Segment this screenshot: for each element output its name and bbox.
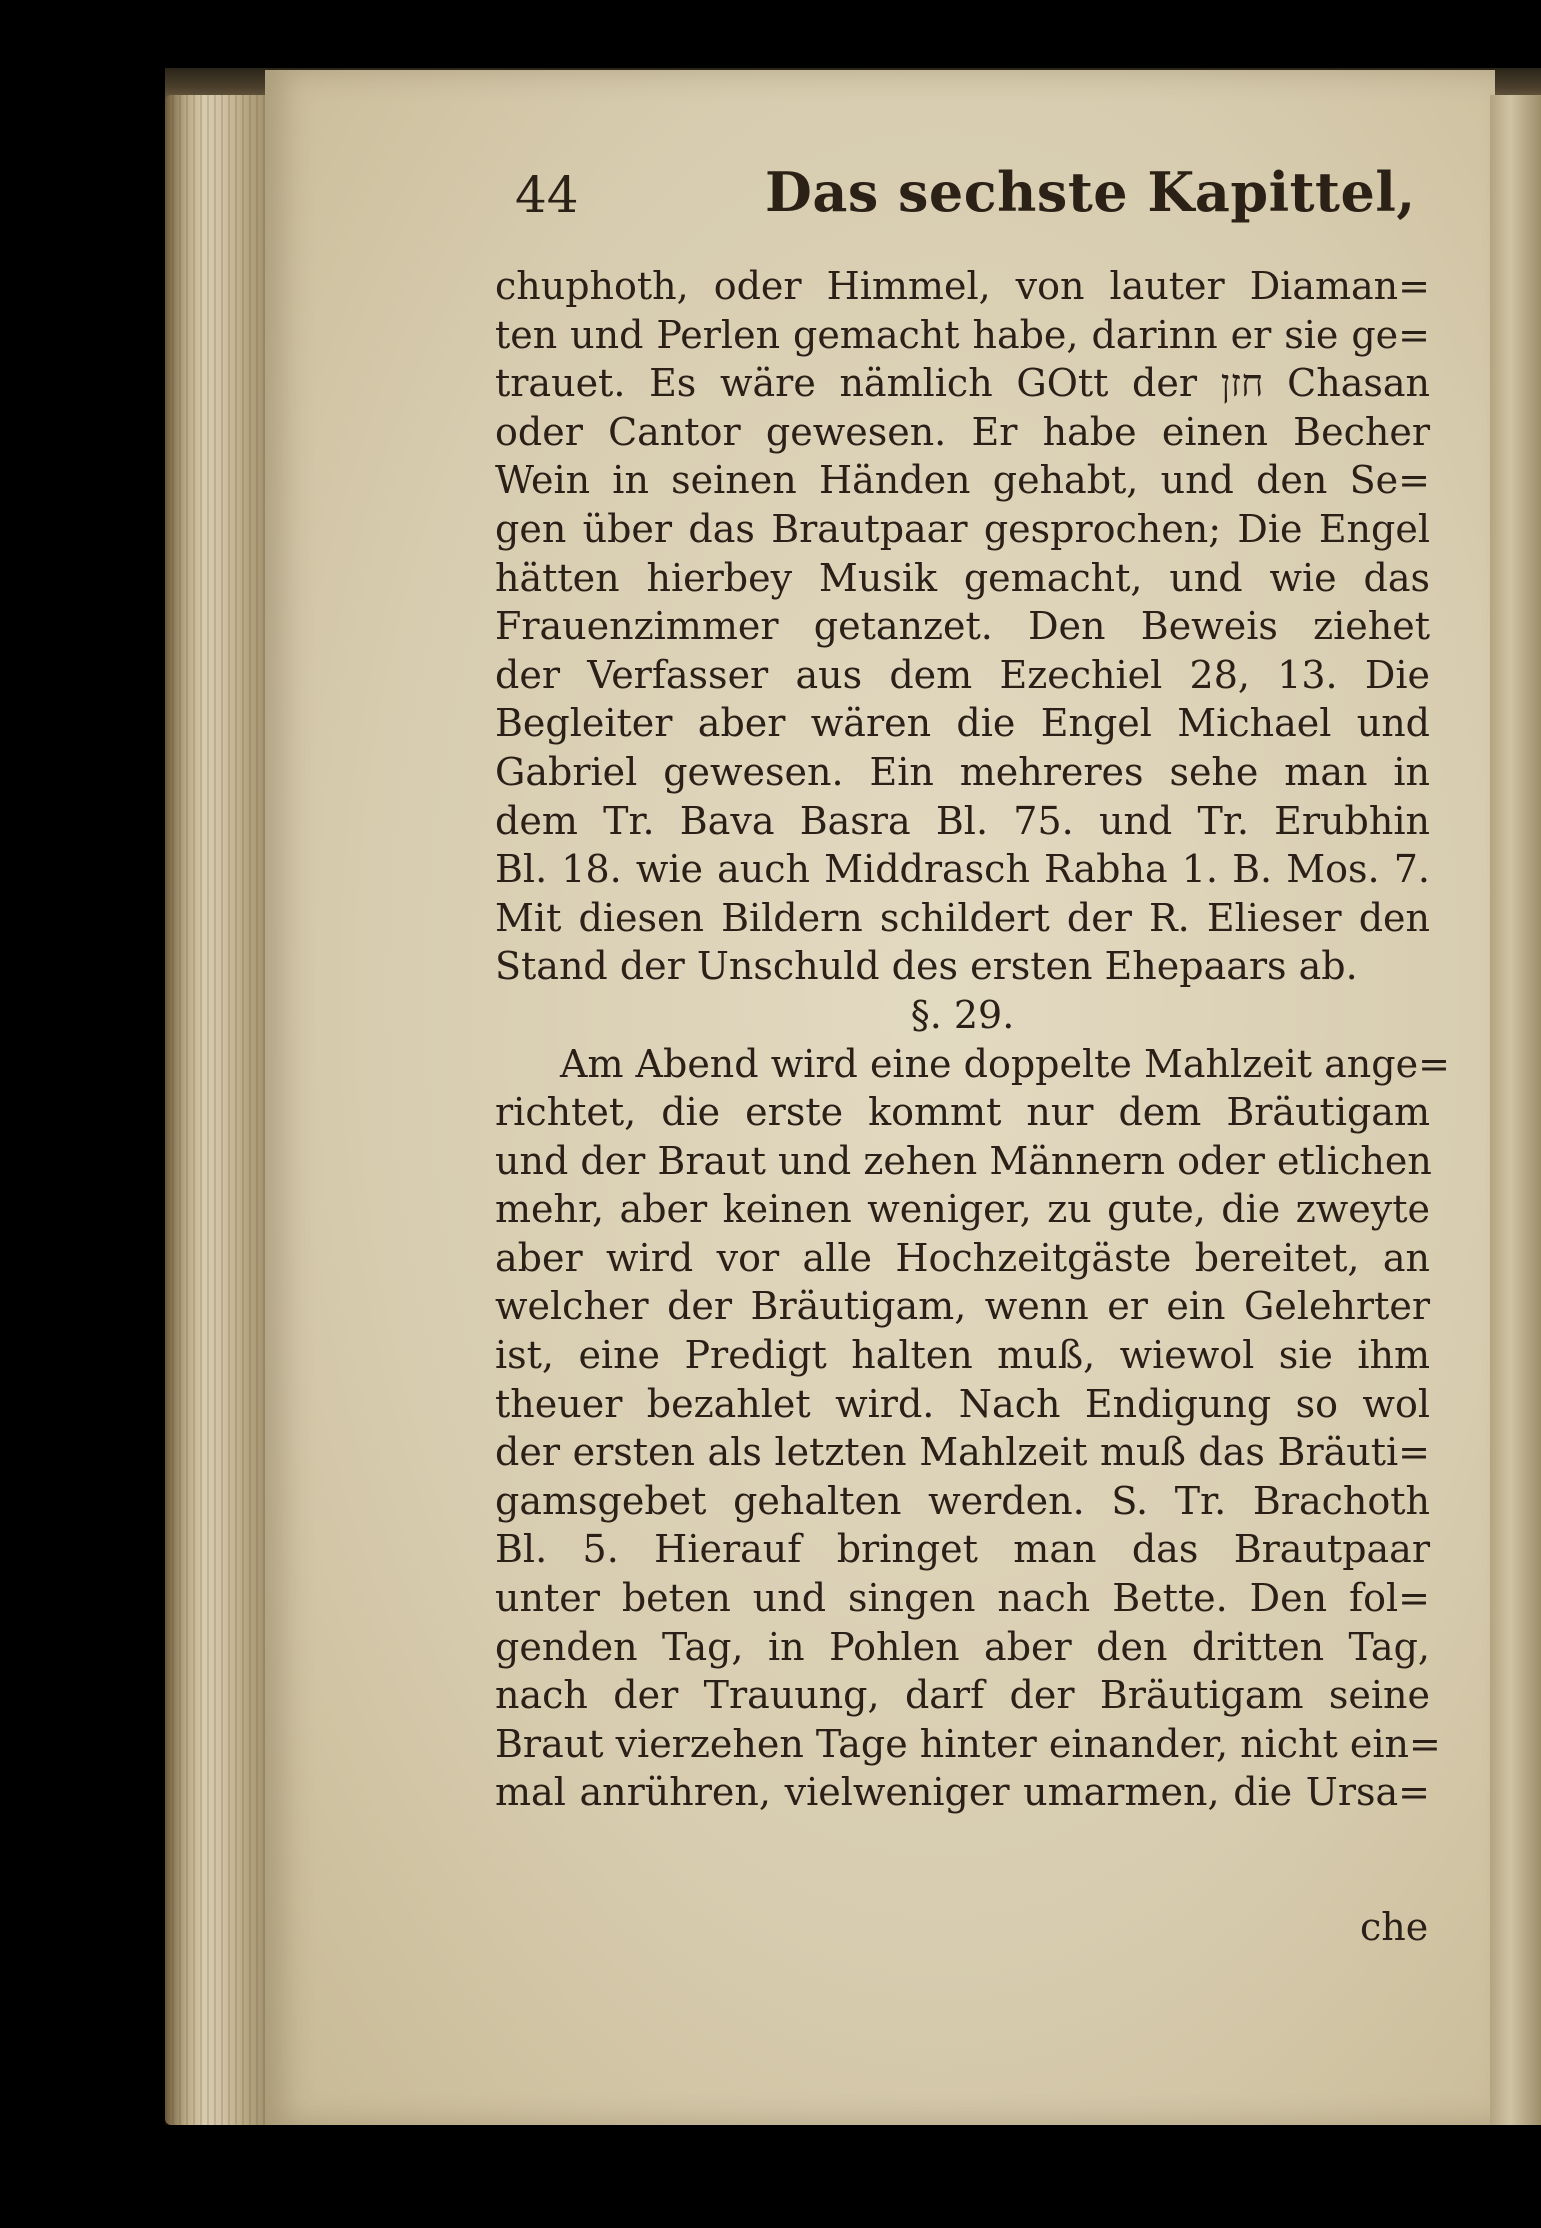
text-line: welcher der Bräutigam, wenn er ein Gelehrter [495,1284,1430,1329]
text-line: ten und Perlen gemacht habe, darinn er sie ge= [495,312,1430,357]
text-line: trauet. Es wäre nämlich GOtt der חזן Chasan [495,361,1430,406]
page-number: 44 [515,166,579,224]
text-line: mehr, aber keinen weniger, zu gute, die zweyte [495,1187,1430,1232]
catchword: che [1360,1905,1429,1949]
text-line: und der Braut und zehen Männern oder etlichen [495,1138,1432,1183]
text-line: mal anrühren, vielweniger umarmen, die Ursa= [495,1770,1430,1815]
text-line: Braut vierzehen Tage hinter einander, nicht ein= [495,1721,1441,1766]
section-heading: §. 29. [910,992,1015,1037]
text-line: hätten hierbey Musik gemacht, und wie das [495,555,1430,600]
text-line: richtet, die erste kommt nur dem Bräutigam [495,1090,1430,1135]
text-line: gen über das Brautpaar gesprochen; Die Engel [495,506,1430,551]
text-line: chuphoth, oder Himmel, von lauter Diaman= [495,264,1430,308]
text-line: aber wird vor alle Hochzeitgäste bereitet, an [495,1235,1430,1280]
text-line: der ersten als letzten Mahlzeit muß das Bräuti= [495,1430,1430,1475]
text-line: Am Abend wird eine doppelte Mahlzeit ange= [560,1041,1450,1086]
running-title: Das sechste Kapittel, [765,160,1416,224]
text-line: der Verfasser aus dem Ezechiel 28, 13. Die [495,652,1430,697]
book-right-edge [1490,95,1541,2125]
text-line: dem Tr. Bava Basra Bl. 75. und Tr. Erubhin [495,798,1430,843]
text-line: gamsgebet gehalten werden. S. Tr. Brachoth [495,1478,1430,1523]
text-line: theuer bezahlet wird. Nach Endigung so wol [495,1381,1430,1426]
text-line: Gabriel gewesen. Ein mehreres sehe man in [495,749,1430,794]
page-header [515,160,1445,230]
text-line: unter beten und singen nach Bette. Den fol= [495,1576,1430,1621]
book-page-edges [165,95,265,2125]
text-line: Frauenzimmer getanzet. Den Beweis ziehet [495,604,1430,649]
text-line: oder Cantor gewesen. Er habe einen Becher [495,409,1430,454]
text-line: Begleiter aber wären die Engel Michael und [495,701,1430,746]
text-line: Stand der Unschuld des ersten Ehepaars ab. [495,944,1358,989]
text-line: genden Tag, in Pohlen aber den dritten Tag, [495,1624,1430,1669]
text-line: Bl. 18. wie auch Middrasch Rabha 1. B. Mos. 7. [495,847,1430,892]
body-text [495,262,1450,1817]
text-line: Bl. 5. Hierauf bringet man das Brautpaar [495,1527,1430,1572]
text-line: nach der Trauung, darf der Bräutigam seine [495,1673,1430,1718]
text-line: Wein in seinen Händen gehabt, und den Se= [495,458,1430,503]
text-line: ist, eine Predigt halten muß, wiewol sie ihm [495,1333,1430,1378]
text-line: Mit diesen Bildern schildert der R. Elieser den [495,895,1430,940]
